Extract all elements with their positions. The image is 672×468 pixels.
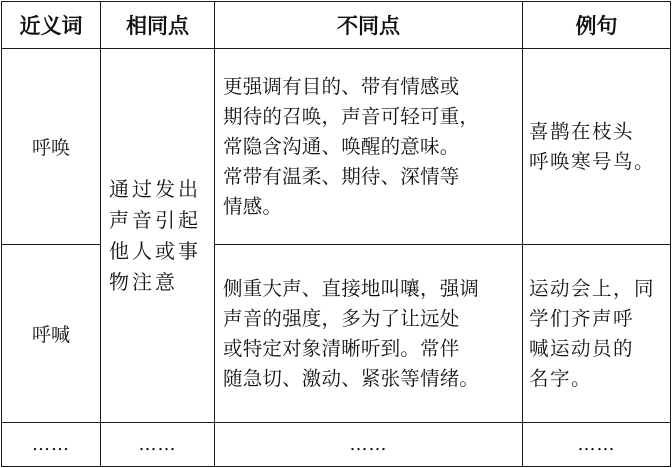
similarity-line: 通过发出 [109,176,201,201]
difference-line: 期待的召唤，声音可轻可重， [223,104,480,128]
word-huhan: 呼喊 [2,245,101,423]
example-huhan [523,245,671,423]
difference-line: 侧重大声、直接地叫嚷，强调 [223,276,480,300]
difference-line: 声音的强度，多为了让远处 [223,306,460,330]
example-line: 学们齐声呼 [529,306,635,330]
similarity-line: 声音引起 [109,207,201,232]
difference-line: 常带有温柔、期待、深情等 [223,164,460,188]
difference-line: 情感。 [223,194,283,218]
header-similarity: 相同点 [101,2,215,49]
difference-line: 或特定对象清晰听到。常伴 [223,336,460,360]
example-line: 运动会上，同 [529,276,656,300]
difference-line: 常隐含沟通、唤醒的意味。 [223,134,460,158]
ellipsis-row [2,423,671,467]
similarity-cell [101,49,215,423]
header-synonym: 近义词 [2,2,101,49]
similarity-line: 他人或事 [109,238,201,263]
synonym-comparison-table [1,1,671,467]
example-line: 喜鹊在枝头 [529,119,635,143]
example-line: 喊运动员的 [529,336,635,360]
word-huhuan: 呼唤 [2,49,101,245]
ellipsis-cell: …… [2,423,101,467]
example-huhuan [523,49,671,245]
difference-huhan [215,245,523,423]
ellipsis-cell: …… [101,423,215,467]
difference-huhuan [215,49,523,245]
difference-line: 更强调有目的、带有情感或 [223,74,460,98]
difference-line: 随急切、激动、紧张等情绪。 [223,366,480,390]
ellipsis-cell: …… [215,423,523,467]
table-row-huhuan [2,49,671,245]
example-line: 呼唤寒号鸟。 [529,149,656,173]
example-line: 名字。 [529,366,593,390]
header-example: 例句 [523,2,671,49]
similarity-line: 物注意 [109,269,178,294]
header-row [2,2,671,49]
header-difference: 不同点 [215,2,523,49]
ellipsis-cell: …… [523,423,671,467]
